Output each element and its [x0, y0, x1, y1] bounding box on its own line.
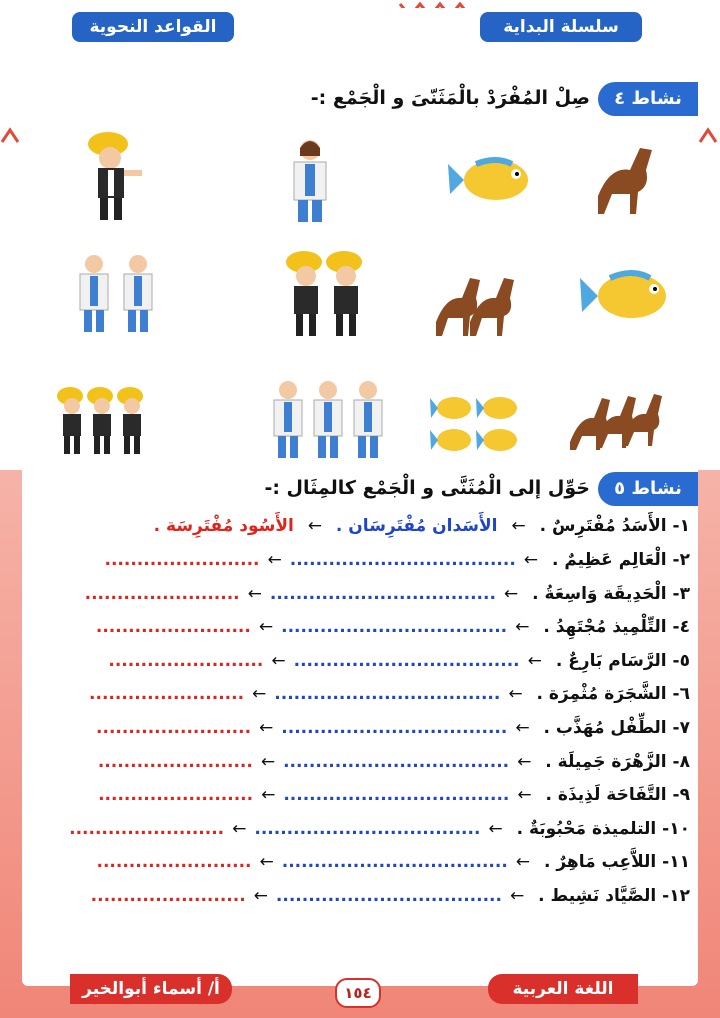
- activity5-title: حَوِّل إلى الْمُثَنَّى و الْجَمْع كالمِثَال :-: [264, 477, 590, 499]
- activity4-title: صِلْ المُفْرَدْ بالْمَثَنّىَ و الْجَمْع :-: [310, 87, 590, 109]
- builder-singular-image: [78, 128, 150, 224]
- singular-sentence: الْعَالِم عَظِيمٌ .: [551, 550, 667, 570]
- plural-answer-blank[interactable]: ........................: [108, 650, 264, 671]
- page-number: ١٥٤: [335, 978, 381, 1008]
- arrow-icon: ←: [259, 852, 274, 873]
- arrow-icon: ←: [517, 751, 532, 772]
- singular-sentence: التلميذة مَحْبُوبَةٌ .: [516, 818, 657, 839]
- horse-dual-image: [430, 266, 526, 340]
- arrow-icon: ←: [509, 886, 525, 906]
- row-number: ٦-: [672, 684, 690, 705]
- dual-answer-blank[interactable]: ...................................: [293, 650, 520, 671]
- doctor-dual-image: [70, 250, 166, 336]
- arrow-icon: ←: [258, 617, 274, 638]
- dual-answer-blank[interactable]: ...................................: [254, 818, 481, 839]
- plural-answer-blank[interactable]: ........................: [84, 583, 240, 604]
- exercise-row: [97, 848, 691, 876]
- horse-plural-image: [566, 382, 678, 454]
- row-number: ١٢-: [662, 886, 690, 906]
- arrow-icon: ←: [260, 751, 276, 772]
- singular-sentence: الزَّهْرَة جَمِيلَة .: [545, 751, 667, 772]
- dual-answer-blank[interactable]: ...................................: [275, 886, 502, 906]
- arrow-icon: ←: [515, 617, 530, 638]
- exercise-row: [89, 680, 690, 708]
- plural-answer-blank[interactable]: ........................: [69, 818, 225, 839]
- arrow-icon: ←: [232, 818, 247, 839]
- arrow-icon: ←: [271, 650, 286, 671]
- exercise-row: [98, 748, 690, 776]
- dual-answer-blank[interactable]: ...................................: [283, 785, 510, 806]
- singular-sentence: الصَّيَّاد نَشِيط .: [538, 886, 657, 906]
- dual-answer-blank[interactable]: ...................................: [289, 550, 516, 570]
- dual-answer-blank[interactable]: ...................................: [274, 684, 501, 705]
- builder-plural-image: [54, 384, 154, 456]
- row-number: ٨-: [672, 751, 690, 772]
- row-number: ٩-: [672, 785, 690, 806]
- subject-pill-grammar: القواعد النحوية: [72, 12, 234, 42]
- arrow-icon: ←: [508, 684, 523, 705]
- plural-answer-blank[interactable]: ........................: [95, 617, 251, 638]
- plural-answer-blank[interactable]: ........................: [96, 718, 252, 738]
- singular-sentence: الرَّسَام بَارِعٌ .: [555, 650, 667, 671]
- fish-plural-image: [428, 392, 526, 458]
- singular-sentence: التِّلْمِيذ مُجْتَهِدُ .: [543, 617, 667, 638]
- row-number: ١١-: [662, 852, 690, 873]
- row-number: ١٠-: [662, 818, 690, 839]
- doctor-plural-image: [268, 376, 390, 462]
- author-pill: أ/ أسماء أبوالخير: [70, 974, 232, 1004]
- arrow-icon: ←: [515, 852, 531, 873]
- dual-answer-blank[interactable]: ...................................: [281, 617, 508, 638]
- singular-sentence: اللاَّعِب مَاهِرٌ .: [543, 852, 657, 873]
- dual-answer-blank[interactable]: ...................................: [283, 751, 510, 772]
- singular-sentence: الشَّجَرَة مُثْمِرَة .: [536, 684, 667, 705]
- arrow-icon: ←: [247, 583, 262, 604]
- row-number: ٤-: [672, 617, 690, 638]
- row-number: ٢-: [672, 550, 690, 570]
- arrow-icon: ←: [253, 886, 268, 906]
- activity4-badge: نشاط ٤: [598, 82, 698, 116]
- fish-singular-image: [446, 150, 536, 208]
- plural-answer-blank[interactable]: ........................: [97, 751, 253, 772]
- plural-answer-blank[interactable]: ........................: [96, 852, 252, 873]
- row-number: ١-: [672, 516, 690, 536]
- builder-dual-image: [278, 246, 374, 340]
- arrow-icon: ←: [511, 516, 526, 536]
- exercise-row: [96, 714, 690, 742]
- arrow-icon: ←: [488, 818, 503, 839]
- arrow-icon: ←: [517, 785, 532, 806]
- singular-sentence: الطِّفْل مُهَذَّب .: [543, 718, 667, 738]
- exercise-row: [105, 546, 690, 574]
- row-number: ٥-: [672, 650, 690, 671]
- arrow-icon: ←: [527, 650, 542, 671]
- arrow-icon: ←: [252, 684, 267, 705]
- exercise-row: [91, 882, 690, 910]
- dual-answer-blank[interactable]: ...................................: [281, 852, 508, 873]
- dual-answer-blank[interactable]: ...................................: [269, 583, 496, 604]
- arrow-icon: ←: [515, 718, 530, 738]
- exercise-row: [85, 580, 690, 608]
- arrow-icon: ←: [503, 583, 519, 604]
- plural-answer-blank[interactable]: ........................: [104, 550, 260, 570]
- singular-sentence: التَّفَاحَة لَذِيذَة .: [545, 785, 667, 806]
- subject-pill-arabic: اللغة العربية: [488, 974, 638, 1004]
- exercise-row: [98, 781, 690, 809]
- singular-sentence: الْحَدِيقَة وَاسِعَةُ .: [532, 583, 667, 604]
- row-number: ٣-: [672, 583, 690, 604]
- exercise-row: [69, 815, 690, 843]
- plural-answer-blank[interactable]: ........................: [98, 785, 254, 806]
- fish-dual-image: [578, 262, 674, 328]
- example-row: [154, 512, 690, 540]
- arrow-icon: ←: [307, 516, 322, 536]
- example-dual: الأَسَدان مُفْتَرِسَان .: [335, 516, 498, 536]
- exercise-row: [108, 647, 690, 675]
- dual-answer-blank[interactable]: ...................................: [281, 718, 508, 738]
- arrow-icon: ←: [261, 785, 276, 806]
- plural-answer-blank[interactable]: ........................: [89, 684, 245, 705]
- example-plural: الأَسُود مُفْتَرِسَة .: [153, 516, 294, 536]
- series-pill: سلسلة البداية: [480, 12, 642, 42]
- horse-singular-image: [590, 136, 660, 216]
- row-number: ٧-: [672, 718, 690, 738]
- exercise-row: [96, 613, 690, 641]
- example-singular: الأَسَدُ مُفْتَرِسٌ .: [539, 516, 667, 536]
- activity5-badge: نشاط ٥: [598, 472, 698, 506]
- arrow-icon: ←: [523, 550, 539, 570]
- arrow-icon: ←: [267, 550, 282, 570]
- plural-answer-blank[interactable]: ........................: [90, 886, 246, 906]
- doctor-singular-image: [280, 136, 340, 226]
- arrow-icon: ←: [259, 718, 274, 738]
